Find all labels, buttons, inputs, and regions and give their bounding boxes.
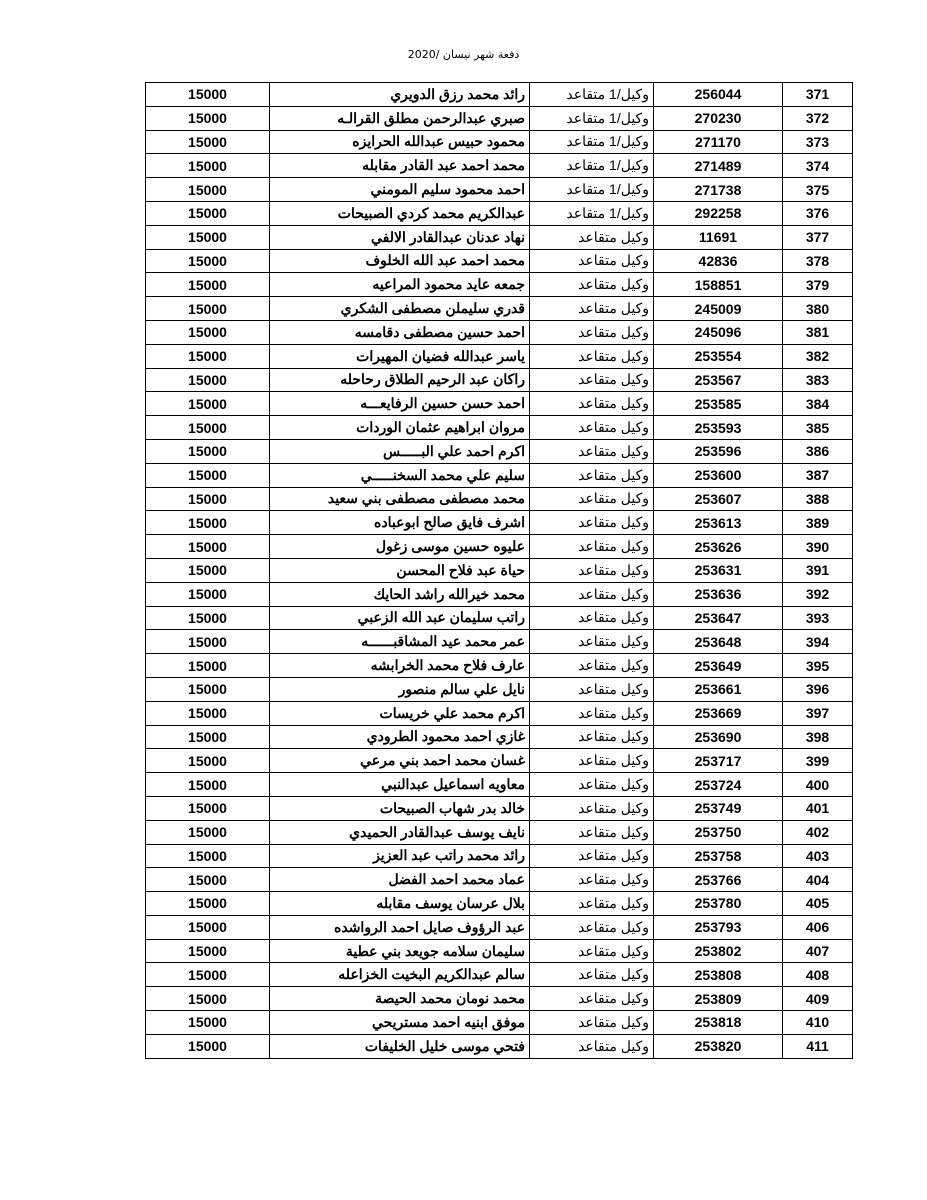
id-number-cell: 253596 [654,439,783,463]
serial-number-cell: 388 [783,487,853,511]
id-number-cell: 253820 [654,1034,783,1058]
rank-cell: وكيل متقاعد [530,249,654,273]
rank-cell: وكيل متقاعد [530,511,654,535]
name-cell: ياسر عبدالله فضيان المهيرات [270,344,530,368]
serial-number-cell: 373 [783,130,853,154]
rank-cell: وكيل متقاعد [530,820,654,844]
serial-number-cell: 384 [783,392,853,416]
name-cell: موفق ابنيه احمد مستريحي [270,1011,530,1035]
serial-number-cell: 387 [783,463,853,487]
rank-cell: وكيل متقاعد [530,725,654,749]
rank-cell: وكيل/1 متقاعد [530,154,654,178]
amount-cell: 15000 [146,749,270,773]
serial-number-cell: 385 [783,416,853,440]
table-row [146,178,853,202]
serial-number-cell: 381 [783,320,853,344]
rank-cell: وكيل متقاعد [530,225,654,249]
serial-number-cell: 380 [783,297,853,321]
id-number-cell: 271489 [654,154,783,178]
table-row [146,606,853,630]
serial-number-cell: 397 [783,701,853,725]
name-cell: محمد خيرالله راشد الحايك [270,582,530,606]
id-number-cell: 253626 [654,535,783,559]
name-cell: رائد محمد رزق الدويري [270,83,530,107]
rank-cell: وكيل متقاعد [530,297,654,321]
serial-number-cell: 374 [783,154,853,178]
rank-cell: وكيل متقاعد [530,915,654,939]
name-cell: عماد محمد احمد الفضل [270,868,530,892]
table-row [146,83,853,107]
name-cell: محمد احمد عبد القادر مقابله [270,154,530,178]
serial-number-cell: 401 [783,796,853,820]
name-cell: راكان عبد الرحيم الطلاق رحاحله [270,368,530,392]
rank-cell: وكيل متقاعد [530,368,654,392]
serial-number-cell: 372 [783,106,853,130]
table-row [146,820,853,844]
name-cell: عارف فلاح محمد الخرابشه [270,654,530,678]
rank-cell: وكيل متقاعد [530,749,654,773]
rank-cell: وكيل/1 متقاعد [530,106,654,130]
rank-cell: وكيل متقاعد [530,844,654,868]
name-cell: مروان ابراهيم عثمان الوردات [270,416,530,440]
id-number-cell: 253661 [654,677,783,701]
table-row [146,796,853,820]
id-number-cell: 253649 [654,654,783,678]
serial-number-cell: 378 [783,249,853,273]
rank-cell: وكيل متقاعد [530,535,654,559]
name-cell: عبدالكريم محمد كردي الصبيحات [270,201,530,225]
serial-number-cell: 400 [783,773,853,797]
table-row [146,320,853,344]
name-cell: غسان محمد احمد بني مرعي [270,749,530,773]
serial-number-cell: 406 [783,915,853,939]
id-number-cell: 253780 [654,892,783,916]
amount-cell: 15000 [146,225,270,249]
rank-cell: وكيل متقاعد [530,273,654,297]
table-row [146,582,853,606]
table-row [146,201,853,225]
amount-cell: 15000 [146,83,270,107]
id-number-cell: 253607 [654,487,783,511]
id-number-cell: 253647 [654,606,783,630]
table-row [146,106,853,130]
name-cell: نايف يوسف عبدالقادر الحميدي [270,820,530,844]
id-number-cell: 253585 [654,392,783,416]
amount-cell: 15000 [146,416,270,440]
amount-cell: 15000 [146,463,270,487]
table-row [146,725,853,749]
name-cell: محمود حبيس عبدالله الحرايزه [270,130,530,154]
amount-cell: 15000 [146,511,270,535]
table-row [146,344,853,368]
table-row [146,130,853,154]
amount-cell: 15000 [146,392,270,416]
serial-number-cell: 396 [783,677,853,701]
table-row [146,677,853,701]
page-title: دفعة شهر نيسان /2020 [407,48,520,61]
amount-cell: 15000 [146,630,270,654]
id-number-cell: 271738 [654,178,783,202]
rank-cell: وكيل متقاعد [530,416,654,440]
id-number-cell: 253567 [654,368,783,392]
rank-cell: وكيل/1 متقاعد [530,201,654,225]
table-row [146,892,853,916]
id-number-cell: 253749 [654,796,783,820]
name-cell: بلال عرسان يوسف مقابله [270,892,530,916]
table-row [146,439,853,463]
name-cell: محمد احمد عبد الله الخلوف [270,249,530,273]
id-number-cell: 253758 [654,844,783,868]
rank-cell: وكيل متقاعد [530,701,654,725]
table-row [146,487,853,511]
serial-number-cell: 390 [783,535,853,559]
amount-cell: 15000 [146,915,270,939]
name-cell: صبري عبدالرحمن مطلق القرالـه [270,106,530,130]
id-number-cell: 11691 [654,225,783,249]
table-row [146,535,853,559]
amount-cell: 15000 [146,939,270,963]
rank-cell: وكيل متقاعد [530,654,654,678]
rank-cell: وكيل متقاعد [530,796,654,820]
serial-number-cell: 391 [783,558,853,582]
rank-cell: وكيل متقاعد [530,320,654,344]
rank-cell: وكيل متقاعد [530,1034,654,1058]
id-number-cell: 253717 [654,749,783,773]
id-number-cell: 245096 [654,320,783,344]
amount-cell: 15000 [146,178,270,202]
serial-number-cell: 408 [783,963,853,987]
table-row [146,558,853,582]
serial-number-cell: 409 [783,987,853,1011]
serial-number-cell: 383 [783,368,853,392]
rank-cell: وكيل متقاعد [530,892,654,916]
name-cell: خالد بدر شهاب الصبيحات [270,796,530,820]
id-number-cell: 253554 [654,344,783,368]
name-cell: محمد مصطفى مصطفى بني سعيد [270,487,530,511]
table-row [146,987,853,1011]
amount-cell: 15000 [146,535,270,559]
amount-cell: 15000 [146,963,270,987]
table-row [146,225,853,249]
rank-cell: وكيل/1 متقاعد [530,130,654,154]
id-number-cell: 271170 [654,130,783,154]
amount-cell: 15000 [146,796,270,820]
amount-cell: 15000 [146,844,270,868]
table-row [146,1034,853,1058]
rank-cell: وكيل متقاعد [530,606,654,630]
name-cell: اشرف فايق صالح ابوعباده [270,511,530,535]
table-row [146,392,853,416]
rank-cell: وكيل/1 متقاعد [530,83,654,107]
rank-cell: وكيل متقاعد [530,487,654,511]
name-cell: احمد محمود سليم المومني [270,178,530,202]
amount-cell: 15000 [146,820,270,844]
serial-number-cell: 403 [783,844,853,868]
amount-cell: 15000 [146,677,270,701]
name-cell: محمد نومان محمد الحيصة [270,987,530,1011]
name-cell: سالم عبدالكريم البخيت الخزاعله [270,963,530,987]
id-number-cell: 253724 [654,773,783,797]
table-row [146,963,853,987]
serial-number-cell: 371 [783,83,853,107]
serial-number-cell: 386 [783,439,853,463]
rank-cell: وكيل متقاعد [530,677,654,701]
amount-cell: 15000 [146,439,270,463]
name-cell: غازي احمد محمود الطرودي [270,725,530,749]
table-row [146,701,853,725]
table-row [146,273,853,297]
serial-number-cell: 377 [783,225,853,249]
name-cell: عبد الرؤوف صايل احمد الرواشده [270,915,530,939]
id-number-cell: 253766 [654,868,783,892]
id-number-cell: 253636 [654,582,783,606]
serial-number-cell: 376 [783,201,853,225]
id-number-cell: 253750 [654,820,783,844]
amount-cell: 15000 [146,1011,270,1035]
amount-cell: 15000 [146,273,270,297]
rank-cell: وكيل متقاعد [530,439,654,463]
name-cell: اكرم احمد علي البـــــس [270,439,530,463]
name-cell: رائد محمد راتب عبد العزيز [270,844,530,868]
amount-cell: 15000 [146,868,270,892]
amount-cell: 15000 [146,320,270,344]
amount-cell: 15000 [146,987,270,1011]
name-cell: نايل علي سالم منصور [270,677,530,701]
rank-cell: وكيل متقاعد [530,773,654,797]
serial-number-cell: 394 [783,630,853,654]
serial-number-cell: 404 [783,868,853,892]
id-number-cell: 253648 [654,630,783,654]
table-row [146,654,853,678]
serial-number-cell: 402 [783,820,853,844]
id-number-cell: 42836 [654,249,783,273]
amount-cell: 15000 [146,582,270,606]
serial-number-cell: 393 [783,606,853,630]
id-number-cell: 253690 [654,725,783,749]
table-row [146,297,853,321]
rank-cell: وكيل متقاعد [530,939,654,963]
name-cell: اكرم محمد علي خريسات [270,701,530,725]
serial-number-cell: 375 [783,178,853,202]
rank-cell: وكيل متقاعد [530,582,654,606]
serial-number-cell: 411 [783,1034,853,1058]
amount-cell: 15000 [146,201,270,225]
name-cell: نهاد عدنان عبدالقادر الالفي [270,225,530,249]
serial-number-cell: 398 [783,725,853,749]
id-number-cell: 292258 [654,201,783,225]
amount-cell: 15000 [146,344,270,368]
serial-number-cell: 407 [783,939,853,963]
id-number-cell: 253793 [654,915,783,939]
id-number-cell: 256044 [654,83,783,107]
amount-cell: 15000 [146,487,270,511]
id-number-cell: 253808 [654,963,783,987]
name-cell: حياة عبد فلاح المحسن [270,558,530,582]
payment-table [145,82,853,1059]
table-row [146,416,853,440]
table-row [146,463,853,487]
amount-cell: 15000 [146,606,270,630]
name-cell: فتحي موسى خليل الخليفات [270,1034,530,1058]
id-number-cell: 245009 [654,297,783,321]
table-row [146,749,853,773]
name-cell: سليمان سلامه جويعد بني عطية [270,939,530,963]
amount-cell: 15000 [146,130,270,154]
amount-cell: 15000 [146,654,270,678]
serial-number-cell: 392 [783,582,853,606]
table-row [146,844,853,868]
table-row [146,939,853,963]
rank-cell: وكيل متقاعد [530,463,654,487]
name-cell: احمد حسن حسين الرفايعـــه [270,392,530,416]
table-body [146,83,853,1059]
name-cell: راتب سليمان عبد الله الزعبي [270,606,530,630]
amount-cell: 15000 [146,701,270,725]
name-cell: احمد حسين مصطفى دقامسه [270,320,530,344]
amount-cell: 15000 [146,1034,270,1058]
table-row [146,1011,853,1035]
rank-cell: وكيل/1 متقاعد [530,178,654,202]
id-number-cell: 253802 [654,939,783,963]
rank-cell: وكيل متقاعد [530,344,654,368]
rank-cell: وكيل متقاعد [530,987,654,1011]
serial-number-cell: 389 [783,511,853,535]
rank-cell: وكيل متقاعد [530,868,654,892]
table-row [146,511,853,535]
rank-cell: وكيل متقاعد [530,558,654,582]
id-number-cell: 158851 [654,273,783,297]
id-number-cell: 253600 [654,463,783,487]
rank-cell: وكيل متقاعد [530,392,654,416]
amount-cell: 15000 [146,558,270,582]
amount-cell: 15000 [146,773,270,797]
serial-number-cell: 379 [783,273,853,297]
id-number-cell: 253631 [654,558,783,582]
serial-number-cell: 410 [783,1011,853,1035]
table-row [146,773,853,797]
id-number-cell: 270230 [654,106,783,130]
amount-cell: 15000 [146,368,270,392]
amount-cell: 15000 [146,154,270,178]
table-row [146,915,853,939]
serial-number-cell: 395 [783,654,853,678]
serial-number-cell: 405 [783,892,853,916]
amount-cell: 15000 [146,106,270,130]
amount-cell: 15000 [146,892,270,916]
id-number-cell: 253613 [654,511,783,535]
amount-cell: 15000 [146,297,270,321]
id-number-cell: 253809 [654,987,783,1011]
rank-cell: وكيل متقاعد [530,1011,654,1035]
serial-number-cell: 382 [783,344,853,368]
name-cell: عليوه حسين موسى زغول [270,535,530,559]
name-cell: معاويه اسماعيل عبدالنبي [270,773,530,797]
table-row [146,154,853,178]
table-row [146,630,853,654]
id-number-cell: 253818 [654,1011,783,1035]
rank-cell: وكيل متقاعد [530,630,654,654]
rank-cell: وكيل متقاعد [530,963,654,987]
name-cell: جمعه عايد محمود المراعيه [270,273,530,297]
table-row [146,249,853,273]
name-cell: سليم علي محمد السخنـــــي [270,463,530,487]
amount-cell: 15000 [146,725,270,749]
table-row [146,868,853,892]
table-row [146,368,853,392]
id-number-cell: 253593 [654,416,783,440]
amount-cell: 15000 [146,249,270,273]
serial-number-cell: 399 [783,749,853,773]
name-cell: عمر محمد عيد المشاقبــــــه [270,630,530,654]
name-cell: قدري سليملن مصطفى الشكري [270,297,530,321]
id-number-cell: 253669 [654,701,783,725]
